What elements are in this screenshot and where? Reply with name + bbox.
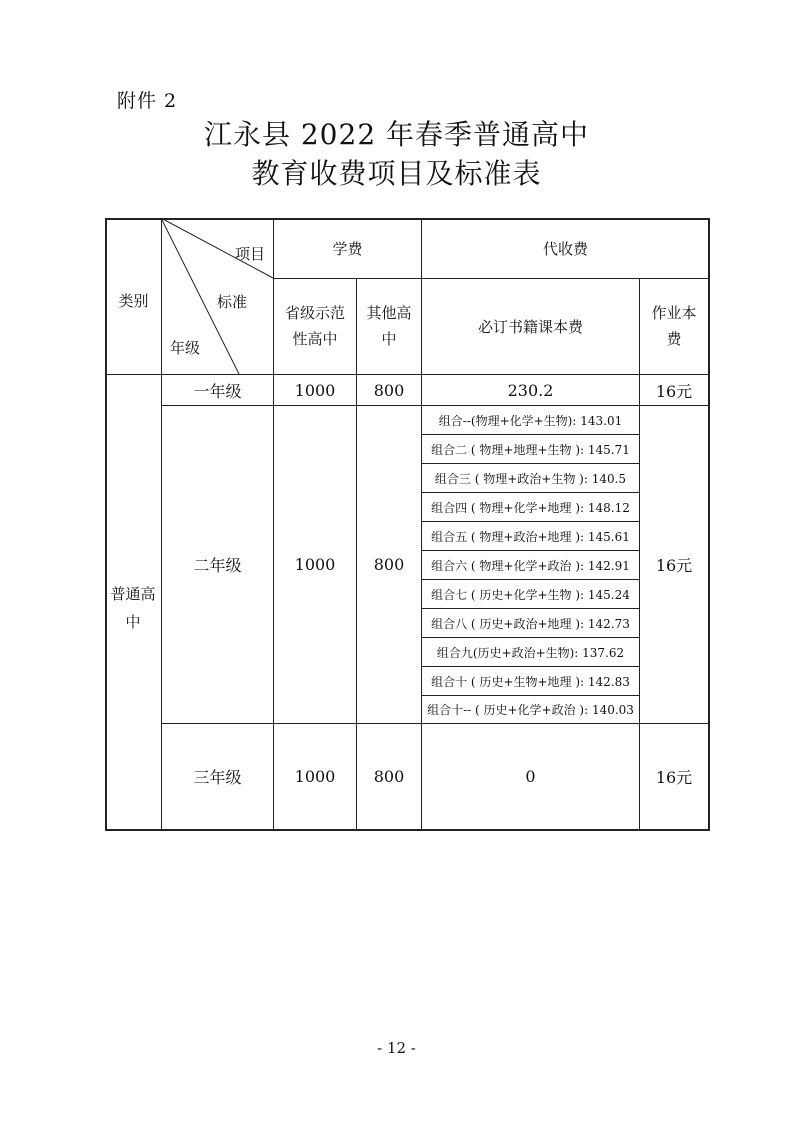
grade-2-workbook: 16元: [655, 556, 693, 575]
grade-3-other: 800: [373, 767, 405, 786]
attachment-label: 附件 2: [117, 90, 178, 112]
grade-1-other: 800: [373, 380, 405, 400]
table-border-right: [708, 218, 710, 831]
grade-3-provincial: 1000: [294, 767, 336, 786]
header-tuition-other: 其他高中: [366, 304, 412, 348]
combo-5: 组合五 ( 物理+政治+地理 ): 145.61: [431, 529, 630, 544]
header-collected: 代收费: [542, 240, 588, 258]
header-tuition: 学费: [332, 240, 363, 258]
combo-6: 组合六 ( 物理+化学+政治 ): 142.91: [431, 558, 630, 573]
header-tuition-provincial: 省级示范性高中: [284, 304, 345, 348]
combo-7: 组合七 ( 历史+化学+生物 ): 145.24: [431, 587, 630, 602]
header-diag-standard: 标准: [216, 292, 247, 311]
header-diag-grade: 年级: [169, 338, 200, 357]
grade-3-label: 三年级: [193, 768, 242, 787]
page-number: - 12 -: [377, 1039, 416, 1057]
combo-1: 组合--(物理+化学+生物): 143.01: [438, 413, 623, 428]
combo-9: 组合九(历史+政治+生物): 137.62: [436, 645, 625, 660]
category-value: 普通高中: [110, 585, 156, 631]
grade-3-workbook: 16元: [655, 768, 693, 787]
header-category: 类别: [118, 291, 149, 310]
combo-4: 组合四 ( 物理+化学+地理 ): 148.12: [431, 500, 630, 515]
grade-2-provincial: 1000: [294, 555, 336, 574]
combo-10: 组合十 ( 历史+生物+地理 ): 142.83: [431, 674, 630, 689]
grade-2-label: 二年级: [193, 556, 242, 575]
grade-3-textbook: 0: [525, 767, 536, 786]
header-diag-item: 项目: [234, 244, 265, 263]
title-line-1: 江永县 2022 年春季普通高中: [203, 118, 590, 151]
grade-1-provincial: 1000: [294, 380, 336, 400]
grade-1-label: 一年级: [193, 381, 242, 401]
combo-2: 组合二 ( 物理+地理+生物 ): 145.71: [431, 442, 630, 457]
header-textbook: 必订书籍课本费: [477, 318, 583, 336]
title-line-2: 教育收费项目及标准表: [251, 157, 542, 190]
table-border-bottom: [105, 829, 710, 831]
grade-1-textbook: 230.2: [507, 380, 554, 400]
header-workbook: 作业本费: [651, 304, 697, 348]
combo-8: 组合八 ( 历史+政治+地理 ): 142.73: [431, 616, 630, 631]
combo-11: 组合十-- ( 历史+化学+政治 ): 140.03: [427, 703, 634, 717]
grade-1-workbook: 16元: [655, 381, 693, 401]
grade-2-other: 800: [373, 555, 405, 574]
combo-3: 组合三 ( 物理+政治+生物 ): 140.5: [434, 471, 627, 486]
